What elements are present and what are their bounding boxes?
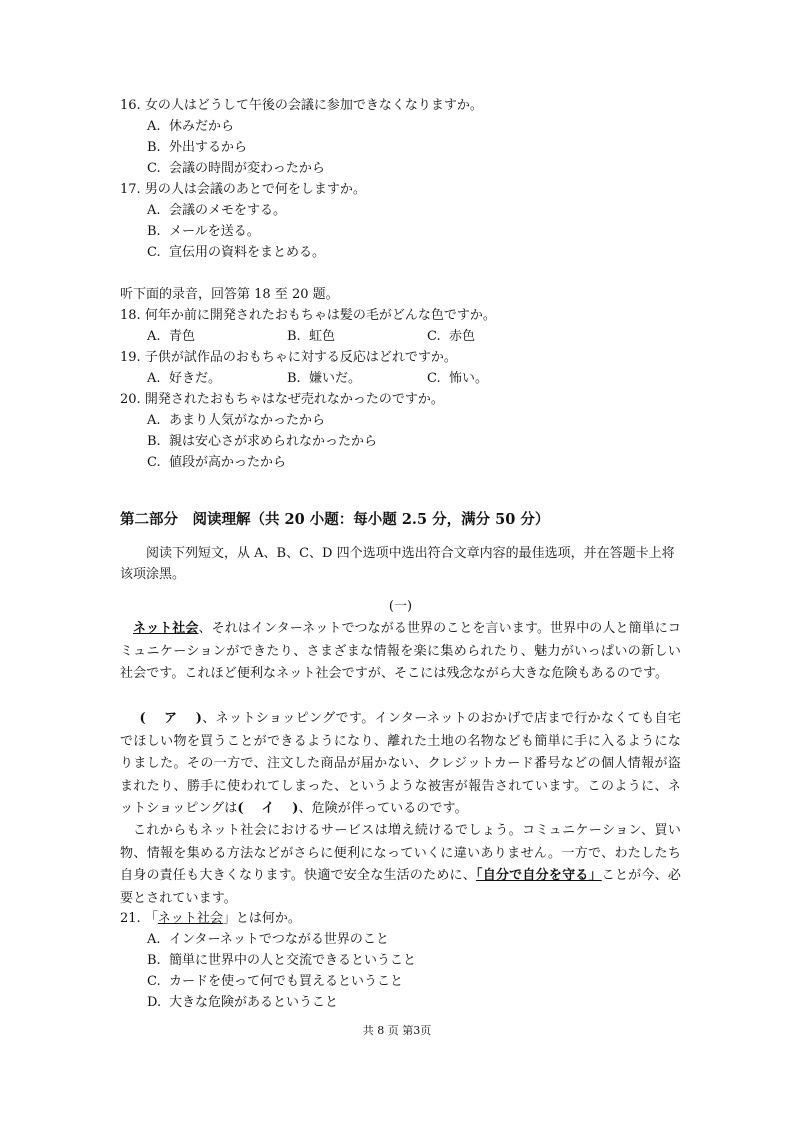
passage-paragraph-2: ( ア )、ネットショッピングです。インターネットのおかげで店まで行かなくても自宅でほしい物を買うことができるようになり、離れた土地の名物なども簡単に手に入るようになりました。その一方で、注文した商品が届かない、クレジットカード番号などの個人情報が盗まれたり、勝手に使われてしまった、というような被害が報告されています。このように、ネットショッピングは( イ )、危険が伴っているのです。 (120, 711, 681, 816)
option: A. インターネットでつながる世界のこと (147, 932, 389, 947)
option: A. 休みだから (147, 119, 235, 134)
option: C. 会議の時間が変わったから (147, 161, 325, 176)
underlined-term: ネット社会 (157, 911, 223, 926)
option: A. 会議のメモをする。 (147, 203, 287, 218)
question-text: 女の人はどうして午後の会議に参加できなくなりますか。 (144, 98, 483, 113)
question-number: 16. (120, 98, 141, 113)
option: C. 値段が高かったから (147, 455, 287, 470)
option: B. 嫌いだ。 (287, 371, 362, 386)
question-text: 男の人は会議のあとで何をしますか。 (144, 182, 366, 197)
reading-instruction: 阅读下列短文，从 A、B、C、D 四个选项中选出符合文章内容的最佳选项，并在答题卡上将该项涂黑。 (120, 546, 675, 582)
question-21: 21. 「ネット社会」とは何か。 (120, 911, 301, 926)
question-20 (120, 390, 444, 410)
section-title: 第二部分 阅读理解（共 20 小题：每小题 2.5 分，满分 50 分） (120, 511, 550, 528)
option: A. 好きだ。 (147, 371, 222, 386)
option: B. 簡単に世界中の人と交流できるということ (147, 953, 417, 968)
question-number: 17. (120, 182, 141, 197)
question-number: 19. (120, 350, 141, 365)
question-19 (120, 348, 457, 368)
underlined-term: ネット社会 (133, 621, 199, 636)
option: D. 大きな危険があるということ (147, 995, 339, 1010)
option: B. 虹色 (287, 329, 336, 344)
option: C. 赤色 (427, 329, 476, 344)
question-number: 18. (120, 308, 141, 323)
question-text: 開発されたおもちゃはなぜ売れなかったのですか。 (144, 392, 444, 407)
question-text: 何年か前に開発されたおもちゃは髪の毛がどんな色ですか。 (144, 308, 496, 323)
question-number: 20. (120, 392, 141, 407)
question-number: 21. (120, 911, 141, 926)
listening-instruction: 听下面的录音，回答第 18 至 20 题。 (120, 287, 339, 302)
passage-paragraph-3: これからもネット社会におけるサービスは増え続けるでしょう。コミュニケーション、買い物、情報を集める方法などがさらに便利になっていくに違いありません。一方で、わたしたち自身の責任も大きくなります。快適で安全な生活のために、「自分で自分を守る」ことが今、必要とされています。 (120, 823, 681, 906)
question-16 (120, 96, 483, 116)
page-footer: 共 8 页 第3页 (362, 1024, 432, 1037)
option: C. 怖い。 (427, 371, 489, 386)
question-18 (120, 306, 496, 326)
option: C. カードを使って何でも買えるということ (147, 974, 404, 989)
passage-paragraph-1: ネット社会、それはインターネットでつながる世界のことを言います。世界中の人と簡単にコミュニケーションができたり、さまざまな情報を楽に集められたり、魅力がいっぱいの新しい社会です。これほど便利なネット社会ですが、そこには残念ながら大きな危険もあるのです。 (120, 621, 682, 681)
option: A. 青色 (147, 329, 196, 344)
option: B. 親は安心さが求められなかったから (147, 434, 378, 449)
blank-i: ( イ ) (237, 801, 299, 816)
passage-title: (一) (388, 599, 413, 614)
underlined-quote: 「自分で自分を守る」 (476, 868, 602, 883)
question-17 (120, 180, 366, 200)
option: B. 外出するから (147, 140, 248, 155)
question-text: 子供が試作品のおもちゃに対する反応はどれですか。 (144, 350, 457, 365)
option: C. 宣伝用の資料をまとめる。 (147, 245, 326, 260)
option: A. あまり人気がなかったから (147, 413, 326, 428)
option: B. メールを送る。 (147, 224, 260, 239)
blank-a: ( ア ) (139, 711, 202, 726)
